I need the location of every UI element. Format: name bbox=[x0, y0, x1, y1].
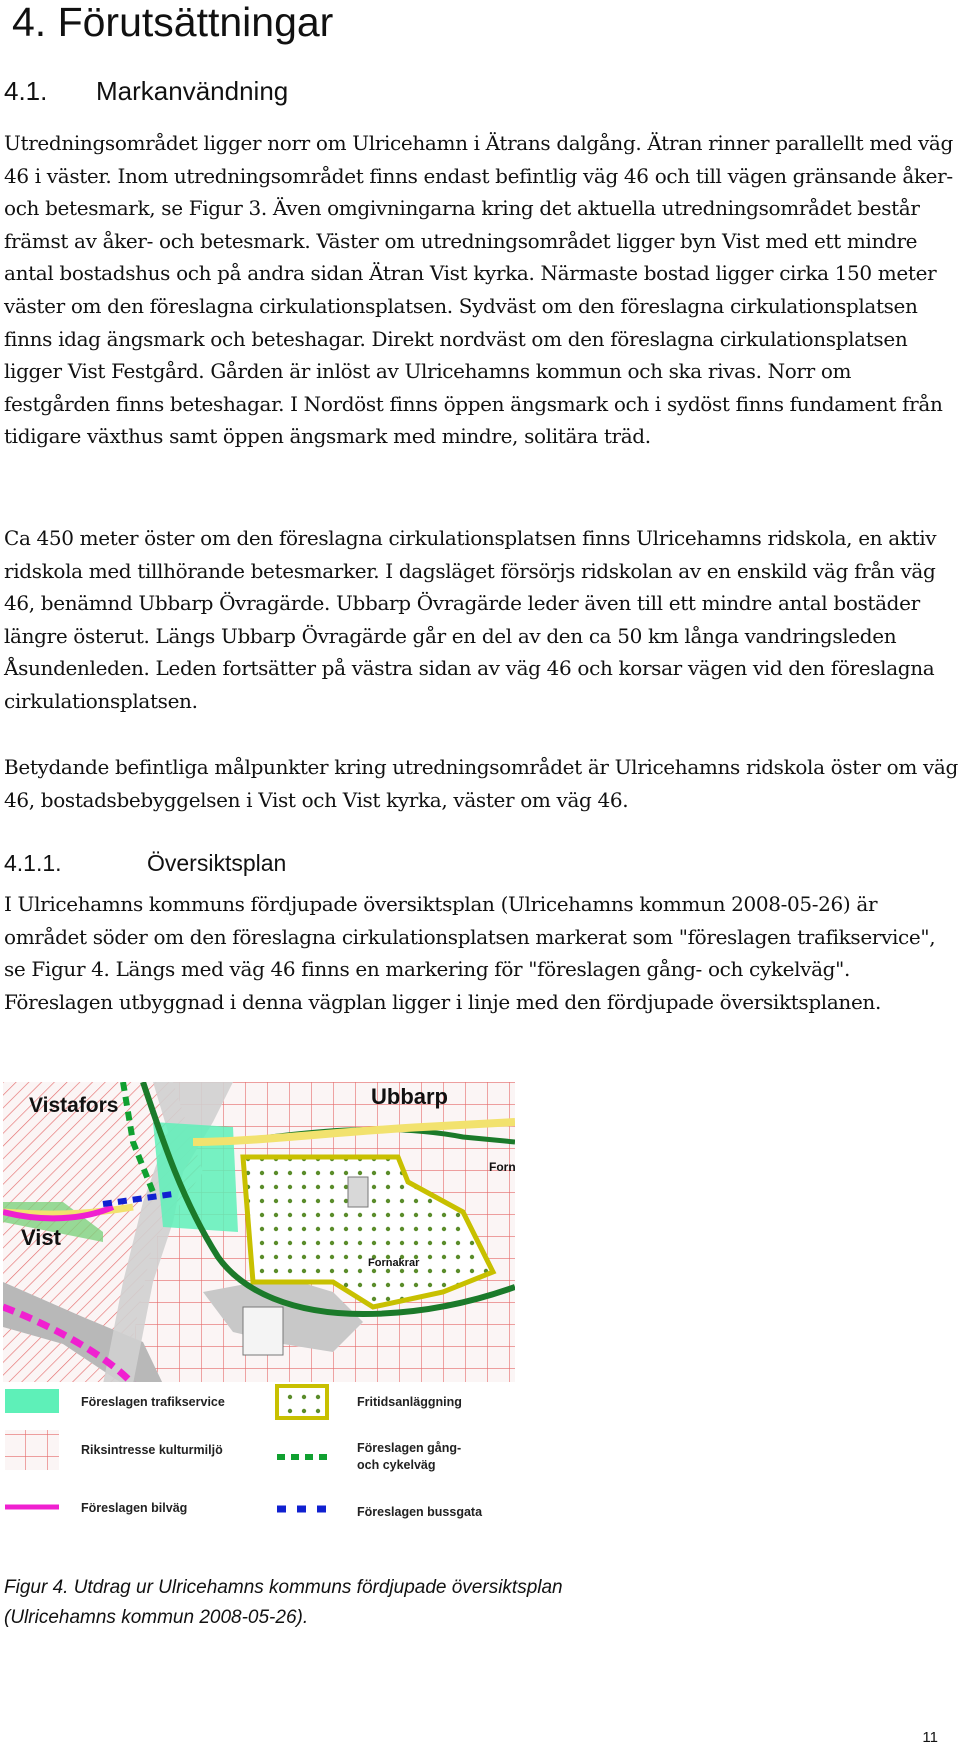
section-title: Markanvändning bbox=[96, 76, 289, 106]
map-image bbox=[3, 1082, 515, 1384]
map-label-forn: Forn bbox=[489, 1160, 515, 1174]
legend-swatch-trafikservice bbox=[5, 1389, 59, 1413]
legend-label-gang-cykel-1: Föreslagen gång- bbox=[357, 1441, 462, 1455]
caption-line: (Ulricehamns kommun 2008-05-26). bbox=[4, 1607, 309, 1628]
map-label-ubbarp: Ubbarp bbox=[371, 1084, 448, 1109]
paragraph: I Ulricehamns kommuns fördjupade översiktsplan (Ulricehamns kommun 2008-05-26) är området söder om den föreslagna cirkulationsplatsen markerat som "föreslagen trafikservice", se Figur 4. Längs med väg 46 finns en markering för "föreslagen gång- och cykelväg". Föreslagen utbyggnad i denna vägplan ligger i linje med den fördjupade översiktsplanen. bbox=[4, 892, 936, 1014]
legend-label-bilvag: Föreslagen bilväg bbox=[81, 1501, 188, 1515]
subsection-title: Översiktsplan bbox=[147, 850, 287, 876]
subsection-heading bbox=[4, 849, 287, 877]
map-label-vist: Vist bbox=[21, 1225, 61, 1250]
legend-label-kulturmiljo: Riksintresse kulturmiljö bbox=[81, 1443, 223, 1457]
caption-line: Figur 4. Utdrag ur Ulricehamns kommuns fördjupade översiktsplan bbox=[4, 1577, 563, 1598]
map-label-fornakrar: Fornakrar bbox=[368, 1257, 420, 1269]
page-heading: 4. Förutsättningar bbox=[12, 0, 334, 45]
legend-label-gang-cykel-2: och cykelväg bbox=[357, 1458, 436, 1472]
section-number: 4.1. bbox=[4, 76, 48, 106]
legend-label-trafikservice: Föreslagen trafikservice bbox=[81, 1395, 225, 1409]
legend-swatch-fritid bbox=[277, 1386, 327, 1418]
figure-caption bbox=[4, 1573, 563, 1633]
legend-label-fritid: Fritidsanläggning bbox=[357, 1395, 462, 1409]
legend-label-bussgata: Föreslagen bussgata bbox=[357, 1505, 483, 1519]
subsection-number: 4.1.1. bbox=[4, 850, 62, 876]
page-number: 11 bbox=[922, 1729, 938, 1746]
paragraph: Betydande befintliga målpunkter kring utredningsområdet är Ulricehamns ridskola öster om väg 46, bostadsbebyggelsen i Vist och Vist kyrka, väster om väg 46. bbox=[4, 755, 958, 812]
paragraph: Utredningsområdet ligger norr om Ulricehamn i Ätrans dalgång. Ätran rinner parallellt med väg 46 i väster. Inom utredningsområdet finns endast befintlig väg 46 och till vägen gränsande åker- och betesmark, se Figur 3. Även omgivningarna kring det aktuella utredningsområdet består främst av åker- och betesmark. Väster om utredningsområdet ligger byn Vist med ett mindre antal bostadshus och på andra sidan Ätran Vist kyrka. Närmaste bostad ligger cirka 150 meter väster om den föreslagna cirkulationsplatsen. Sydväst om den föreslagna cirkulationsplatsen finns idag ängsmark och beteshagar. Direkt nordväst om den föreslagna cirkulationsplatsen ligger Vist Festgård. Gården är inlöst av Ulricehamns kommun och ska rivas. Norr om festgården finns beteshagar. I Nordöst finns öppen ängsmark och i sydöst finns fundament från tidigare växthus samt öppen ängsmark med mindre, solitära träd. bbox=[4, 131, 953, 449]
legend-swatch-kulturmiljo bbox=[5, 1430, 59, 1470]
map-legend bbox=[3, 1382, 515, 1534]
map-figure bbox=[3, 1082, 515, 1534]
section-heading bbox=[4, 76, 289, 106]
paragraph: Ca 450 meter öster om den föreslagna cirkulationsplatsen finns Ulricehamns ridskola, en aktiv ridskola med tillhörande betesmarker. I dagsläget försörjs ridskolan av en enskild väg från väg 46, benämnd Ubbarp Övragärde. Ubbarp Övragärde leder även till ett mindre antal bostäder längre österut. Längs Ubbarp Övragärde går en del av den ca 50 km långa vandringsleden Åsundenleden. Leden fortsätter på västra sidan av väg 46 och korsar vägen vid den föreslagna cirkulationsplatsen. bbox=[4, 526, 937, 713]
map-label-vistafors: Vistafors bbox=[29, 1094, 119, 1117]
